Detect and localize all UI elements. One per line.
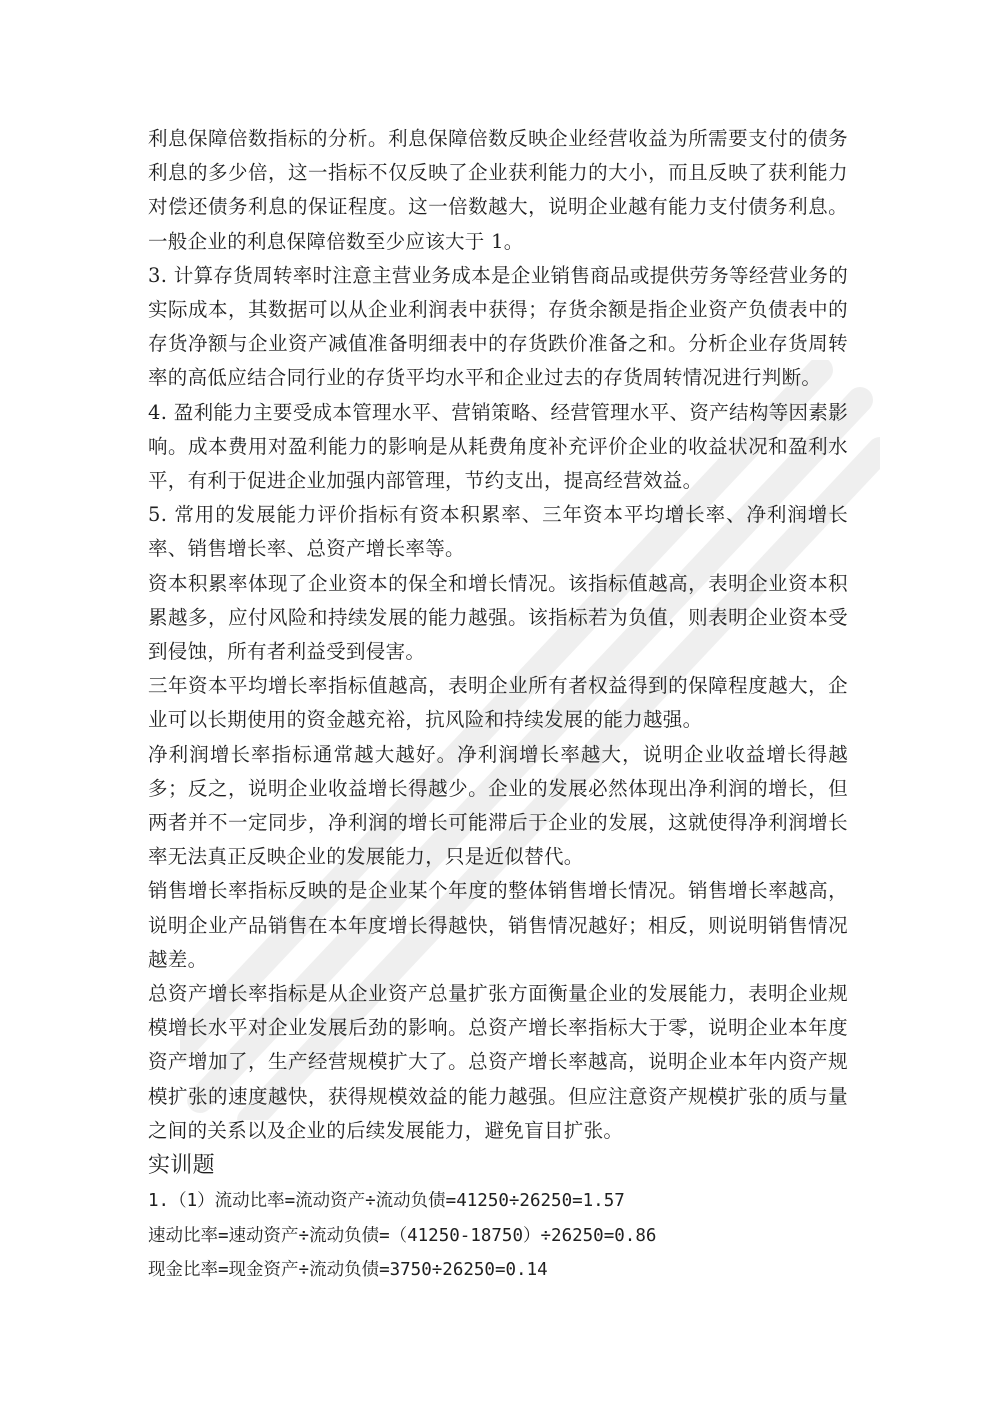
formula-cash-ratio: 现金比率=现金资产÷流动负债=3750÷26250=0.14	[148, 1260, 548, 1281]
paragraph-growth-indicators: 5. 常用的发展能力评价指标有资本积累率、三年资本平均增长率、净利润增长率、销售增长率、总资产增长率等。	[148, 503, 848, 561]
paragraph-capital-accumulation: 资本积累率体现了企业资本的保全和增长情况。该指标值越高，表明企业资本积累越多，应付风险和持续发展的能力越强。该指标若为负值，则表明企业资本受到侵蚀，所有者利益受到侵害。	[148, 571, 848, 664]
paragraph-three-year-capital-growth: 三年资本平均增长率指标值越高，表明企业所有者权益得到的保障程度越大，企业可以长期使用的资金越充裕，抗风险和持续发展的能力越强。	[148, 674, 848, 732]
section-heading: 实训题	[148, 1153, 215, 1179]
paragraph-total-asset-growth: 总资产增长率指标是从企业资产总量扩张方面衡量企业的发展能力，表明企业规模增长水平对企业发展后劲的影响。总资产增长率指标大于零，说明企业本年度资产增加了，生产经营规模扩大了。总资产增长率越高，说明企业本年内资产规模扩张的速度越快，获得规模效益的能力越强。但应注意资产规模扩张的质与量之间的关系以及企业的后续发展能力，避免盲目扩张。	[148, 982, 848, 1142]
paragraph-inventory-turnover: 3. 计算存货周转率时注意主营业务成本是企业销售商品或提供劳务等经营业务的实际成本，其数据可以从企业利润表中获得；存货余额是指企业资产负债表中的存货净额与企业资产减值准备明细表中的存货跌价准备之和。分析企业存货周转率的高低应结合同行业的存货平均水平和企业过去的存货周转情况进行判断。	[148, 263, 848, 390]
formula-current-ratio: 1.（1）流动比率=流动资产÷流动负债=41250÷26250=1.57	[148, 1191, 625, 1212]
document-body	[148, 122, 848, 1288]
paragraph-sales-growth: 销售增长率指标反映的是企业某个年度的整体销售增长情况。销售增长率越高，说明企业产品销售在本年度增长得越快，销售情况越好；相反，则说明销售情况越差。	[148, 879, 848, 971]
paragraph-net-profit-growth: 净利润增长率指标通常越大越好。净利润增长率越大，说明企业收益增长得越多；反之，说明企业收益增长得越少。企业的发展必然体现出净利润的增长，但两者并不一定同步，净利润的增长可能滞后于企业的发展，这就使得净利润增长率无法真正反映企业的发展能力，只是近似替代。	[148, 742, 848, 869]
paragraph-interest-coverage: 利息保障倍数指标的分析。利息保障倍数反映企业经营收益为所需要支付的债务利息的多少倍，这一指标不仅反映了企业获利能力的大小，而且反映了获利能力对偿还债务利息的保证程度。这一倍数越大，说明企业越有能力支付债务利息。一般企业的利息保障倍数至少应该大于 1。	[148, 127, 848, 253]
paragraph-profitability: 4. 盈利能力主要受成本管理水平、营销策略、经营管理水平、资产结构等因素影响。成本费用对盈利能力的影响是从耗费角度补充评价企业的收益状况和盈利水平，有利于促进企业加强内部管理，节约支出，提高经营效益。	[148, 400, 848, 493]
formula-quick-ratio: 速动比率=速动资产÷流动负债=（41250-18750）÷26250=0.86	[148, 1225, 657, 1246]
